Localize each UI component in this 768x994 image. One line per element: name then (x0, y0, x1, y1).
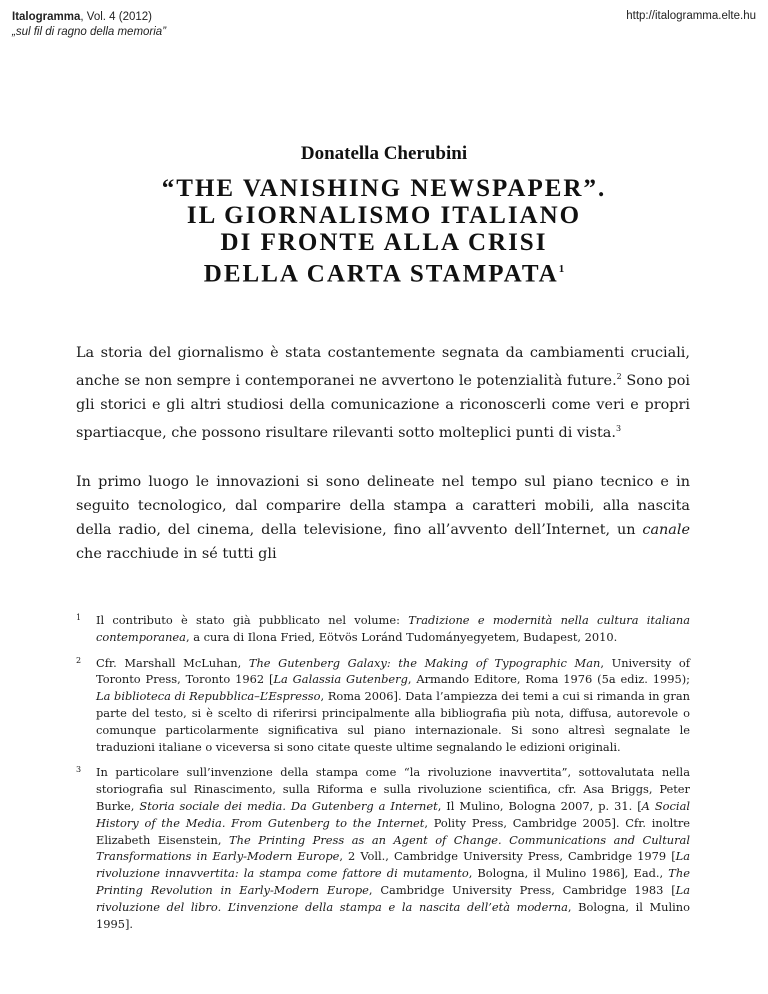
emphasis-text: canale (642, 522, 690, 538)
footnote-title: La rivoluzione innavvertita: la stampa come fattore di mutamento (96, 849, 690, 881)
body-paragraph (76, 470, 690, 566)
footnote-2 (76, 655, 690, 756)
title-line: DI FRONTE ALLA CRISI (220, 229, 548, 256)
footnote-text: , 2 Voll., Cambridge University Press, Cambridge 1979 [ (339, 849, 676, 864)
body-paragraph (76, 341, 690, 445)
footnote-ref[interactable]: 2 (616, 372, 622, 381)
footnote-text: , University of Toronto Press, Toronto 1962 [ (96, 655, 691, 687)
footnote-text: , Il Mulino, Bologna 2007, p. 31. [ (437, 798, 642, 813)
footnote-title: Tradizione e modernità nella cultura italiana contemporanea (96, 613, 691, 644)
footnote-title: La rivoluzione del libro. L’invenzione della stampa e la nascita dell’età moderna (96, 882, 691, 914)
article-title (0, 175, 768, 287)
title-line: “THE VANISHING NEWSPAPER”. (161, 175, 607, 202)
footnote-number: 2 (76, 655, 82, 665)
journal-url[interactable]: http://italogramma.elte.hu (626, 10, 756, 22)
paragraph-text: che racchiude in sé tutti gli (76, 546, 277, 562)
footnote-title: The Gutenberg Galaxy: the Making of Typographic Man (248, 655, 601, 670)
footnote-title: La biblioteca di Repubblica–L’Espresso (96, 689, 321, 704)
journal-name: Italogramma (12, 11, 81, 23)
paragraph-text: Sono poi gli storici e gli altri studiosi della comunicazione a riconoscerli come veri e propri spartiacque, che possono risultare rilevanti sotto molteplici punti di vista. (76, 372, 690, 441)
article-author: Donatella Cherubini (300, 143, 468, 164)
footnotes (76, 612, 690, 941)
footnote-text: , Roma 2006]. Data l’ampiezza dei temi a cui si rimanda in gran parte del testo, si è scelto di riferirsi principalmente alla bibliografia più nota, diffusa, autorevole o comunque particolarmente significativa sul piano internazionale. Si sono altresì segnalate le traduzioni italiane o viceversa si sono citate queste ultime segnalando le edizioni originali. (96, 689, 690, 754)
journal-volume: , Vol. 4 (2012) (80, 11, 152, 23)
paragraph-text: In primo luogo le innovazioni si sono delineate nel tempo sul piano tecnico e in seguito tecnologico, dal comparire della stampa a caratteri mobili, alla nascita della radio, del cinema, della televisione, fino all’avvento dell’Internet, un (76, 474, 690, 538)
journal-line (12, 10, 166, 25)
title-line (0, 256, 768, 287)
footnote-title: A Social History of the Media. From Gutenberg to the Internet (96, 798, 690, 830)
footnote-number: 3 (76, 765, 82, 775)
journal-motto: „sul fil di ragno della memoria” (12, 26, 167, 38)
footnote-text: Il contributo è stato già pubblicato nel volume: (96, 613, 409, 627)
footnote-text: , Bologna, il Mulino 1995]. (96, 899, 690, 931)
footnote-text: , a cura di Ilona Fried, Eötvös Loránd Tudományegyetem, Budapest, 2010. (185, 629, 618, 644)
footnote-text: , Cambridge University Press, Cambridge 1983 [ (368, 882, 676, 897)
running-header-left (12, 10, 166, 40)
footnote-title: The Printing Revolution in Early-Modern Europe (96, 866, 690, 897)
footnote-text: , Polity Press, Cambridge 2005]. Cfr. inoltre Elizabeth Eisenstein, (96, 815, 691, 847)
footnote-3 (76, 764, 690, 932)
footnote-ref[interactable]: 3 (615, 423, 622, 433)
footnote-text: Cfr. Marshall McLuhan, (96, 655, 249, 670)
footnote-title: The Printing Press as an Agent of Change. Communications and Cultural Transformations in Early-Modern Europe (96, 832, 690, 864)
footnote-title: La Galassia Gutenberg (273, 672, 408, 687)
footnote-title: Storia sociale dei media. Da Gutenberg a Internet (139, 798, 438, 813)
title-footnote-ref[interactable]: 1 (558, 263, 565, 275)
footnote-1 (76, 612, 690, 646)
footnote-text: In particolare sull’invenzione della stampa come “la rivoluzione inavvertita”, sottovalutata nella storiografia sul Rinascimento, sulla Riforma e sulla rivoluzione scientifica, cfr. Asa Briggs, Peter Burke, (96, 765, 690, 813)
footnote-text: , Bologna, il Mulino 1986], Ead., (468, 866, 669, 881)
title-line: IL GIORNALISMO ITALIANO (186, 202, 582, 229)
footnote-text: , Armando Editore, Roma 1976 (5a ediz. 1995); (407, 672, 690, 687)
title-line-text: DELLA CARTA STAMPATA (203, 260, 559, 288)
footnote-number: 1 (76, 613, 82, 622)
paragraph-text: La storia del giornalismo è stata costantemente segnata da cambiamenti cruciali, anche se non sempre i contemporanei ne avvertono le potenzialità future. (76, 345, 690, 389)
